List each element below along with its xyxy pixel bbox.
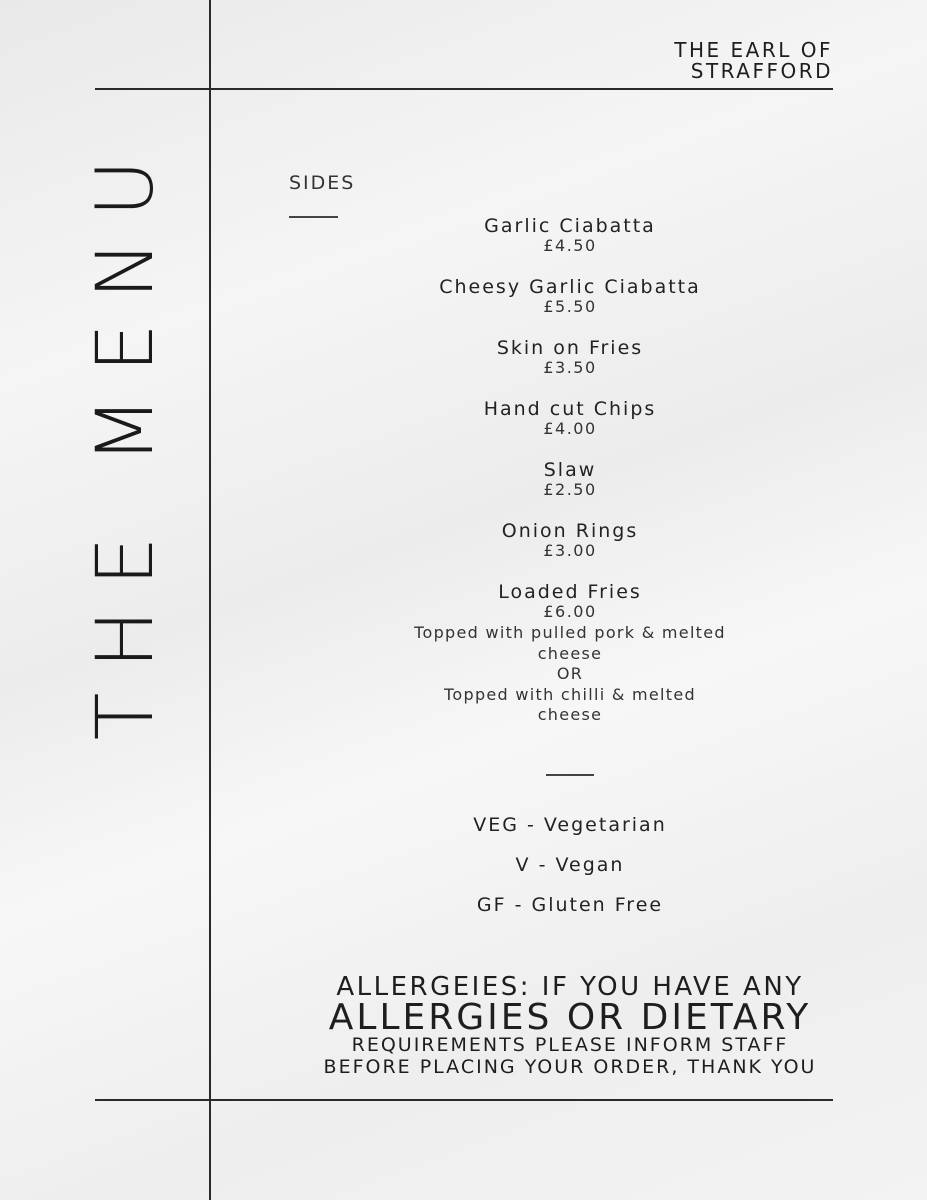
menu-item (380, 458, 760, 498)
legend-item-gluten-free: GF - Gluten Free (476, 894, 664, 916)
item-price: £4.50 (543, 236, 597, 255)
allergy-notice (300, 974, 840, 1078)
legend-item-veg: VEG - Vegetarian (473, 814, 667, 836)
legend-item-vegan: V - Vegan (515, 854, 625, 876)
allergy-line2: ALLERGIES OR DIETARY (328, 997, 812, 1038)
item-name: Cheesy Garlic Ciabatta (439, 276, 701, 298)
item-description-line: OR (556, 664, 584, 683)
menu-item (380, 519, 760, 559)
items-end-rule (546, 774, 594, 776)
menu-item (380, 397, 760, 437)
item-name: Loaded Fries (498, 581, 642, 603)
item-name: Garlic Ciabatta (484, 215, 656, 237)
item-description-line: Topped with pulled pork & melted (414, 623, 726, 642)
bottom-divider (95, 1099, 833, 1101)
allergy-line1: ALLERGEIES: IF YOU HAVE ANY (336, 972, 804, 1002)
item-name: Onion Rings (501, 520, 639, 542)
menu-item (380, 275, 760, 315)
item-name: Hand cut Chips (483, 398, 657, 420)
menu-item (380, 336, 760, 376)
item-price: £3.50 (543, 358, 597, 377)
item-description-line: Topped with chilli & melted (444, 684, 696, 704)
item-description-line: cheese (537, 643, 603, 663)
section-heading: SIDES (289, 172, 356, 194)
menu-items (380, 214, 760, 747)
dietary-legend (380, 815, 760, 935)
menu-title: THE MENU (81, 135, 171, 741)
vertical-divider (209, 0, 211, 1200)
menu-item (380, 580, 760, 726)
item-price: £3.00 (543, 541, 597, 560)
restaurant-name-line2: STRAFFORD (690, 59, 833, 83)
restaurant-name-line1: THE EARL OF (674, 38, 833, 62)
item-price: £2.50 (543, 480, 597, 499)
item-name: Skin on Fries (496, 337, 644, 359)
allergy-line4: BEFORE PLACING YOUR ORDER, THANK YOU (323, 1056, 817, 1078)
item-price: £6.00 (543, 602, 597, 621)
section-rule (289, 216, 338, 218)
item-price: £4.00 (543, 419, 597, 438)
item-description-line: cheese (537, 705, 603, 724)
top-divider (95, 88, 833, 90)
item-price: £5.50 (543, 297, 597, 316)
restaurant-name (674, 40, 833, 82)
allergy-line3: REQUIREMENTS PLEASE INFORM STAFF (351, 1034, 789, 1056)
menu-item (380, 214, 760, 254)
item-name: Slaw (543, 459, 597, 481)
